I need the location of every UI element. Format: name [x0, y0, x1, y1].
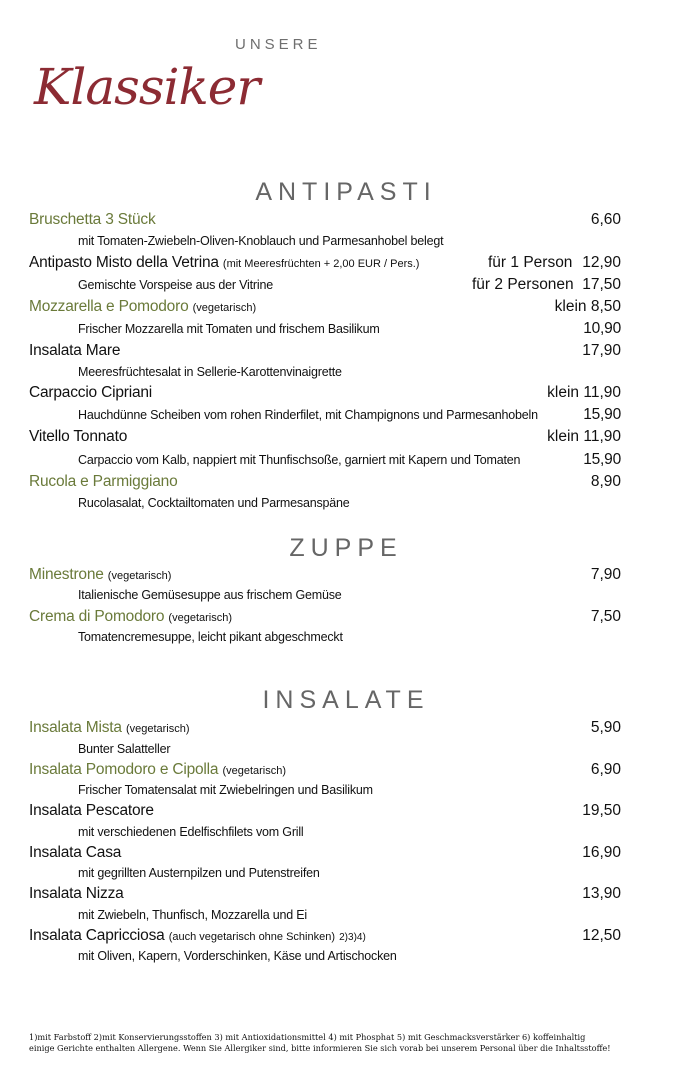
menu-item-minestrone [29, 566, 621, 588]
item-name: Insalata Pescatore [29, 802, 154, 819]
item-name: Bruschetta 3 Stück [29, 211, 156, 228]
item-name-text: Minestrone [29, 566, 104, 583]
item-description-text: Hauchdünne Scheiben vom rohen Rinderfilet, mit Champignons und Parmesanhobeln [78, 408, 538, 422]
item-description [78, 408, 621, 426]
item-description: Meeresfrüchtesalat in Sellerie-Karottenvinaigrette [78, 365, 342, 379]
item-description: Rucolasalat, Cocktailtomaten und Parmesanspäne [78, 496, 350, 510]
item-description: Tomatencremesuppe, leicht pikant abgeschmeckt [78, 630, 343, 644]
item-price: 5,90 [590, 719, 621, 736]
item-description: mit Zwiebeln, Thunfisch, Mozzarella und Ei [78, 908, 307, 922]
item-name [29, 719, 190, 737]
item-note: (auch vegetarisch ohne Schinken) [168, 931, 336, 943]
allergen-codes: 2)3)4) [339, 932, 366, 943]
item-name-text: Antipasto Misto della Vetrina [29, 254, 219, 271]
item-description: mit gegrillten Austernpilzen und Putenstreifen [78, 866, 320, 880]
item-price: 6,60 [590, 211, 621, 228]
menu-item-vitello [29, 428, 621, 450]
item-description-text: Frischer Mozzarella mit Tomaten und frischem Basilikum [78, 322, 380, 336]
item-price: klein 11,90 [547, 384, 621, 401]
item-price: 12,50 [582, 927, 621, 944]
item-description: Bunter Salatteller [78, 742, 171, 756]
menu-item-pomodoro-cipolla [29, 761, 621, 783]
item-name: Vitello Tonnato [29, 428, 128, 445]
pre-title: UNSERE [235, 36, 322, 53]
item-price: 7,50 [590, 608, 621, 625]
item-description: mit verschiedenen Edelfischfilets vom Grill [78, 825, 304, 839]
menu-item-rucola [29, 473, 621, 495]
item-option: für 2 Personen [472, 276, 574, 293]
menu-item-insalata-mare [29, 342, 621, 364]
item-price: 16,90 [582, 844, 621, 861]
item-price: 19,50 [582, 802, 621, 819]
item-description: mit Oliven, Kapern, Vorderschinken, Käse und Artischocken [78, 949, 397, 963]
item-name [29, 761, 286, 779]
item-price: 12,90 [582, 254, 621, 271]
item-note: (vegetarisch) [125, 723, 190, 735]
item-price: 8,90 [590, 473, 621, 490]
menu-item-insalata-mista [29, 719, 621, 741]
item-note: (vegetarisch) [222, 765, 287, 777]
item-price: 7,90 [590, 566, 621, 583]
item-description [78, 453, 621, 471]
item-name [29, 927, 366, 945]
item-price-large: 15,90 [583, 406, 621, 423]
menu-item-crema-pomodoro [29, 608, 621, 630]
menu-item-antipasto-misto [29, 254, 621, 276]
menu-item-bruschetta [29, 211, 621, 233]
footer-allergen-note [29, 1032, 669, 1054]
item-description: Frischer Tomatensalat mit Zwiebelringen und Basilikum [78, 783, 373, 797]
item-name-text: Crema di Pomodoro [29, 608, 165, 625]
item-name-text: Insalata Capricciosa [29, 927, 165, 944]
menu-item-pescatore [29, 802, 621, 824]
item-name-text: Mozzarella e Pomodoro [29, 298, 189, 315]
item-note: (vegetarisch) [168, 612, 232, 624]
item-name [29, 254, 419, 272]
menu-item-carpaccio [29, 384, 621, 406]
section-title-zuppe: ZUPPE [289, 534, 403, 562]
item-name-text: Insalata Mista [29, 719, 122, 736]
item-price-large: 10,90 [583, 320, 621, 337]
item-name: Insalata Casa [29, 844, 122, 861]
item-price: 17,90 [582, 342, 621, 359]
item-name [29, 566, 171, 584]
item-name: Insalata Mare [29, 342, 121, 359]
item-name: Rucola e Parmiggiano [29, 473, 178, 490]
menu-item-mozzarella [29, 298, 621, 320]
item-price: 13,90 [582, 885, 621, 902]
footer-line-allergens: einige Gerichte enthalten Allergene. Wenn Sie Allergiker sind, bitte informieren Sie sich vorab bei unserem Personal über die Inhaltsstoffe! [29, 1043, 611, 1053]
menu-item-casa [29, 844, 621, 866]
item-name [29, 608, 232, 626]
item-description-text: Carpaccio vom Kalb, nappiert mit Thunfischsoße, garniert mit Kapern und Tomaten [78, 453, 521, 467]
page-title: Klassiker [34, 58, 260, 116]
item-description: Italienische Gemüsesuppe aus frischem Gemüse [78, 588, 342, 602]
item-price: 6,90 [590, 761, 621, 778]
item-description: mit Tomaten-Zwiebeln-Oliven-Knoblauch und Parmesanhobel belegt [78, 234, 444, 248]
item-note: (vegetarisch) [192, 302, 257, 314]
menu-item-antipasto-misto-2 [29, 276, 621, 298]
item-description [78, 322, 621, 340]
menu-item-capricciosa [29, 927, 621, 949]
item-description: Gemischte Vorspeise aus der Vitrine [78, 278, 273, 292]
item-note: (mit Meeresfrüchten + 2,00 EUR / Pers.) [222, 258, 420, 270]
item-name-text: Insalata Pomodoro e Cipolla [29, 761, 219, 778]
item-name: Carpaccio Cipriani [29, 384, 153, 401]
item-price: klein 8,50 [554, 298, 621, 315]
section-title-insalate: INSALATE [262, 686, 430, 714]
menu-item-nizza [29, 885, 621, 907]
item-price: 17,50 [582, 276, 621, 293]
item-price-large: 15,90 [583, 451, 621, 468]
item-note: (vegetarisch) [107, 570, 172, 582]
footer-line-additives: 1)mit Farbstoff 2)mit Konservierungsstoffen 3) mit Antioxidationsmittel 4) mit Phosphat 5) mit Geschmacksverstärker 6) koffeinhaltig [29, 1032, 586, 1042]
item-price: klein 11,90 [547, 428, 621, 445]
item-name [29, 298, 256, 316]
section-title-antipasti: ANTIPASTI [255, 178, 437, 206]
item-option: für 1 Person [488, 254, 573, 271]
item-name: Insalata Nizza [29, 885, 124, 902]
